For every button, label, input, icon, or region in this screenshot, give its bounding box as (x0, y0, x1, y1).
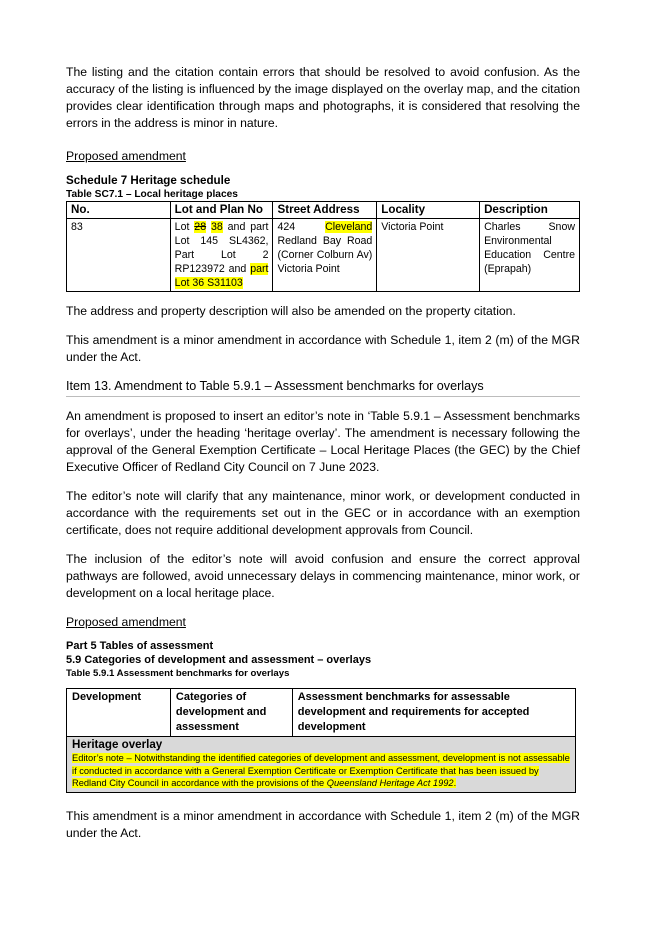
col-header-benchmarks: Assessment benchmarks for assessable development and requirements for accepted development (292, 689, 575, 737)
col-header-street-address: Street Address (273, 202, 377, 219)
proposed-amendment-heading-2: Proposed amendment (66, 615, 186, 629)
assessment-benchmarks-table (66, 688, 576, 793)
minor-amendment-paragraph-2: This amendment is a minor amendment in accordance with Schedule 1, item 2 (m) of the MGR under the Act. (66, 808, 580, 840)
inserted-text: 38 (210, 221, 223, 233)
address-paragraph: The address and property description will also be amended on the property citation. (66, 304, 516, 318)
col-header-development: Development (67, 689, 171, 737)
cell-description: Charles Snow Environmental Education Centre (Eprapah) (480, 219, 580, 292)
inserted-text: Cleveland (325, 221, 373, 233)
cell-locality: Victoria Point (377, 219, 480, 292)
table-5-9-1-caption: Table 5.9.1 Assessment benchmarks for overlays (66, 668, 290, 679)
deleted-text: 28 (194, 221, 207, 233)
inserted-text: Lot 36 S31103 (174, 277, 243, 289)
proposed-amendment-heading: Proposed amendment (66, 149, 186, 163)
item-13-paragraph-2: The editor’s note will clarify that any maintenance, minor work, or development conducted in accordance with the requirements set out in the GEC or in accordance with an exemption certificate, does not require additional development approvals from Council. (66, 489, 580, 537)
item-13-paragraph-1: An amendment is proposed to insert an editor’s note in ‘Table 5.9.1 – Assessment benchmarks for overlays’, under the heading ‘heritage overlay’. The amendment is necessary following the approval of the General Exemption Certificate – Local Heritage Places (the GEC) by the Chief Executive Officer of Redland City Council on 7 June 2023. (66, 409, 580, 474)
table-header-row (67, 689, 576, 737)
heritage-overlay-row (67, 737, 576, 793)
col-header-locality: Locality (377, 202, 480, 219)
cell-no: 83 (67, 219, 171, 292)
table-sc71-caption: Table SC7.1 – Local heritage places (66, 189, 238, 200)
col-header-description: Description (480, 202, 580, 219)
section-5-9-title: 5.9 Categories of development and assessment – overlays (66, 654, 372, 666)
table-header-row (67, 202, 580, 219)
col-header-no: No. (67, 202, 171, 219)
editors-note: Editor’s note – Notwithstanding the identified categories of development and assessment, development is not assessable if conducted in accordance with a General Exemption Certificate or Exemption Certificate that has been issued by Redland City Council in accordance with the provisions of the Queensland Heritage Act 1992. (72, 753, 570, 789)
cell-lot-plan: Lot 28 38 and part Lot 145 SL4362, Part Lot 2 RP123972 and part Lot 36 S31103 (170, 219, 273, 292)
heritage-schedule-table (66, 201, 580, 292)
item-13-paragraph-3: The inclusion of the editor’s note will avoid confusion and ensure the correct approval pathways are followed, avoid unnecessary delays in commencing maintenance, minor work, or development on a local heritage place. (66, 552, 580, 600)
cell-street-address: 424 Cleveland Redland Bay Road (Corner Colburn Av) Victoria Point (273, 219, 377, 292)
document-page (66, 64, 580, 842)
item-13-heading: Item 13. Amendment to Table 5.9.1 – Assessment benchmarks for overlays (66, 377, 580, 397)
col-header-lot-plan: Lot and Plan No (170, 202, 273, 219)
col-header-categories: Categories of development and assessment (170, 689, 292, 737)
minor-amendment-paragraph: This amendment is a minor amendment in accordance with Schedule 1, item 2 (m) of the MGR under the Act. (66, 333, 580, 364)
part-5-title: Part 5 Tables of assessment (66, 640, 214, 652)
heritage-overlay-title: Heritage overlay (72, 738, 163, 751)
schedule-title: Schedule 7 Heritage schedule (66, 174, 231, 187)
inserted-text: part (250, 263, 269, 275)
act-name: Queensland Heritage Act 1992 (326, 778, 454, 789)
table-row (67, 219, 580, 292)
intro-paragraph: The listing and the citation contain errors that should be resolved to avoid confusion. As the accuracy of the listing is influenced by the image displayed on the overlay map, and the citation provides clear identification through maps and photographs, it is considered that resolving the errors in the address is minor in nature. (66, 65, 580, 130)
